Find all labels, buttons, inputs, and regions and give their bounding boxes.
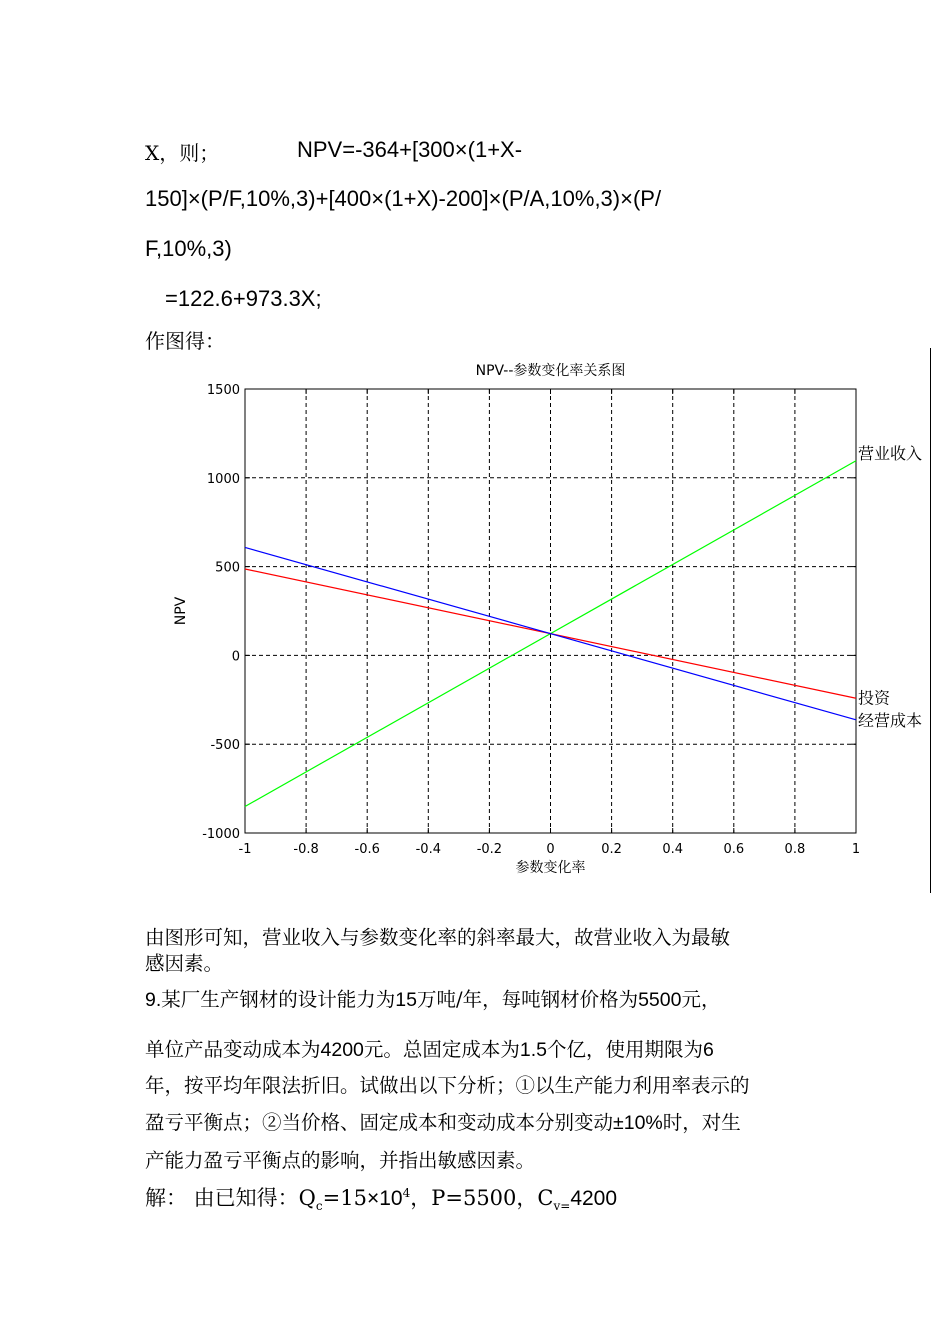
- x-tick-label: 0: [546, 842, 555, 857]
- figure-intro: 作图得：: [145, 329, 225, 353]
- series-label-operating-cost: 经营成本: [858, 710, 923, 730]
- series-label-investment: 投资: [858, 688, 891, 708]
- y-tick-label: 1500: [206, 383, 240, 398]
- question-line-1: 9.某厂生产钢材的设计能力为15万吨/年，每吨钢材价格为5500元，: [145, 988, 721, 1011]
- x-tick-label: 0.4: [662, 842, 684, 857]
- chart-title: NPV--参数变化率关系图: [475, 363, 626, 379]
- formula-prefix: X，则；: [145, 141, 220, 165]
- x-tick-label: 0.8: [784, 842, 806, 857]
- formula-line-1: [145, 137, 523, 166]
- y-tick-label: -1000: [202, 827, 240, 842]
- formula-line-3: F,10%,3): [145, 236, 232, 261]
- question-line-3: 年，按平均年限法折旧。试做出以下分析；①以生产能力利用率表示的: [145, 1074, 750, 1097]
- x-tick-label: -1: [238, 842, 252, 857]
- formula-line-2: 150]×(P/F,10%,3)+[400×(1+X)-200]×(P/A,10%,3)×(P/: [145, 186, 662, 211]
- solution-line: 解： 由已知得：$Q_c=15\times 10^4$，P=5500，$C_{v=}4200$: [145, 1186, 618, 1214]
- question-line-2: 单位产品变动成本为4200元。总固定成本为1.5个亿，使用期限为6: [145, 1038, 714, 1061]
- x-tick-label: 0.2: [601, 842, 622, 857]
- formula-line-4: =122.6+973.3X;: [165, 286, 322, 311]
- x-tick-label: -0.8: [293, 842, 319, 857]
- question-line-5: 产能力盈亏平衡点的影响，并指出敏感因素。: [145, 1149, 536, 1172]
- y-tick-label: 500: [215, 560, 240, 576]
- y-tick-label: -500: [210, 738, 240, 754]
- npv-chart: [160, 350, 940, 880]
- formula-npv: NPV=-364+[300×(1+X-: [297, 137, 523, 162]
- y-tick-label: 0: [231, 649, 240, 665]
- series-label-revenue: 营业收入: [858, 443, 923, 463]
- x-tick-label: -0.2: [476, 842, 503, 857]
- x-tick-label: 1: [851, 842, 861, 857]
- x-tick-label: -0.4: [415, 842, 441, 857]
- y-tick-label: 1000: [206, 471, 240, 487]
- conclusion-line-1: 由图形可知，营业收入与参数变化率的斜率最大，故营业收入为最敏: [145, 926, 731, 949]
- question-line-4: 盈亏平衡点；②当价格、固定成本和变动成本分别变动±10%时，对生: [145, 1111, 741, 1134]
- x-axis-label: 参数变化率: [515, 860, 586, 876]
- conclusion-line-2: 感因素。: [145, 952, 224, 975]
- x-tick-label: 0.6: [723, 842, 745, 857]
- y-axis-label: NPV: [173, 596, 189, 626]
- x-tick-label: -0.6: [354, 842, 380, 857]
